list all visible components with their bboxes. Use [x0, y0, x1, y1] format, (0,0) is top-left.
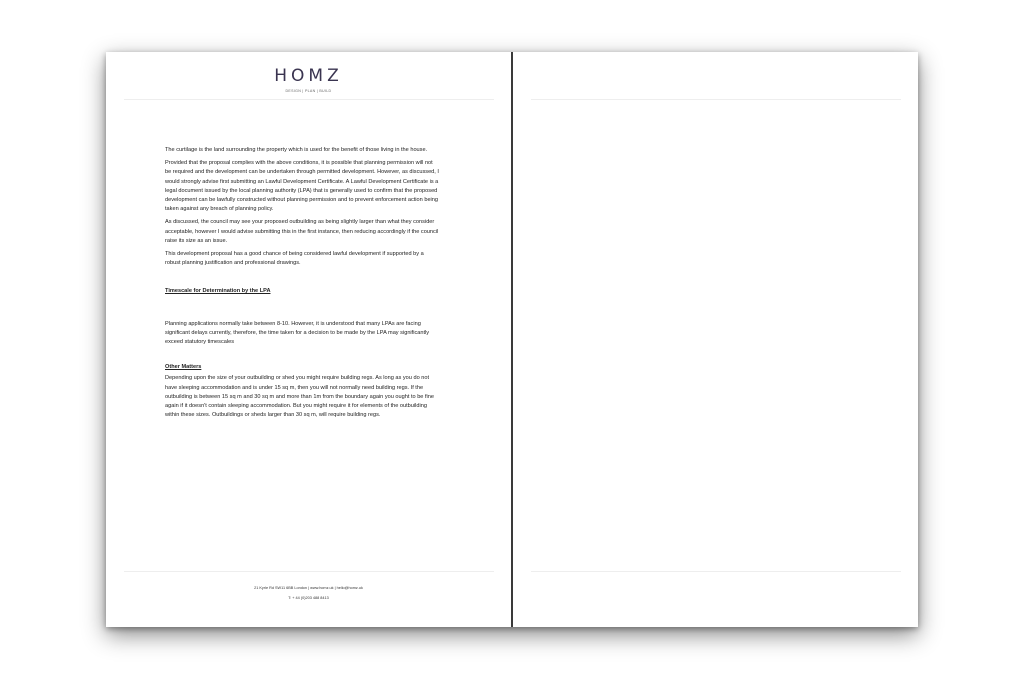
paragraph-other-matters: Depending upon the size of your outbuilding or shed you might require building regs. As long as you do not have sleeping accommodation and is under 15 sq m, then you will not normally need building regs. If the outbuilding is between 15 sq m and 30 sq m and more than 1m from the boundary again you ought to be fine again if it doesn't contain sleeping accommodation. But you might require it for elements of the outbuilding within these sizes. Outbuildings or sheds larger than 30 sq m, will require building regs.: [165, 375, 434, 419]
paragraph-lawful-chance: This development proposal has a good chance of being considered lawful development if supported by a robust planning justification and professional drawings.: [165, 251, 424, 267]
heading-other-matters: Other Matters: [165, 364, 202, 371]
heading-timescale: Timescale for Determination by the LPA: [165, 288, 271, 295]
header-divider-right: [531, 99, 901, 100]
logo-tagline: DESIGN | PLAN | BUILD: [285, 89, 332, 93]
header-divider: [124, 99, 494, 100]
homz-logo: HOMZ: [274, 66, 343, 86]
paragraph-timescale: Planning applications normally take between 8-10. However, it is understood that many LPAs are facing significant delays currently, therefore, the time taken for a decision to be made by the LPA may significantly exceed statutory timescales: [165, 320, 430, 346]
paragraph-permitted-development: Provided that the proposal complies with the above conditions, it is possible that planning permission will not be required and the development can be undertaken through permitted development. However, as discussed, I would strongly advise first submitting an Lawful Development Certificate. A Lawful Development Certificate is a legal document issued by the local planning authority (LPA) that is generally used to confirm that the proposed development can be lawfully constructed without planning permission and to prevent enforcement action being taken against any breach of planning policy.: [165, 160, 439, 213]
document-spread: [106, 52, 918, 627]
paragraph-curtilage: The curtilage is the land surrounding the property which is used for the benefit of those living in the house.: [165, 147, 428, 153]
footer-phone: T: + 44 (0)203 488 8413: [288, 596, 329, 600]
right-page: [513, 52, 918, 627]
left-page: [106, 52, 511, 627]
footer-divider-right: [531, 571, 901, 572]
footer-address: 21 Kyrle Rd SW11 6BB London | www.homz.uk | hello@homz.uk: [254, 586, 363, 590]
paragraph-council-size: As discussed, the council may see your proposed outbuilding as being slightly larger than what they consider acceptable, however I would advise submitting this in the first instance, then reducing accordingly if the council raise its size as an issue.: [165, 219, 439, 244]
letter-body: [165, 146, 439, 424]
footer-divider: [124, 571, 494, 572]
